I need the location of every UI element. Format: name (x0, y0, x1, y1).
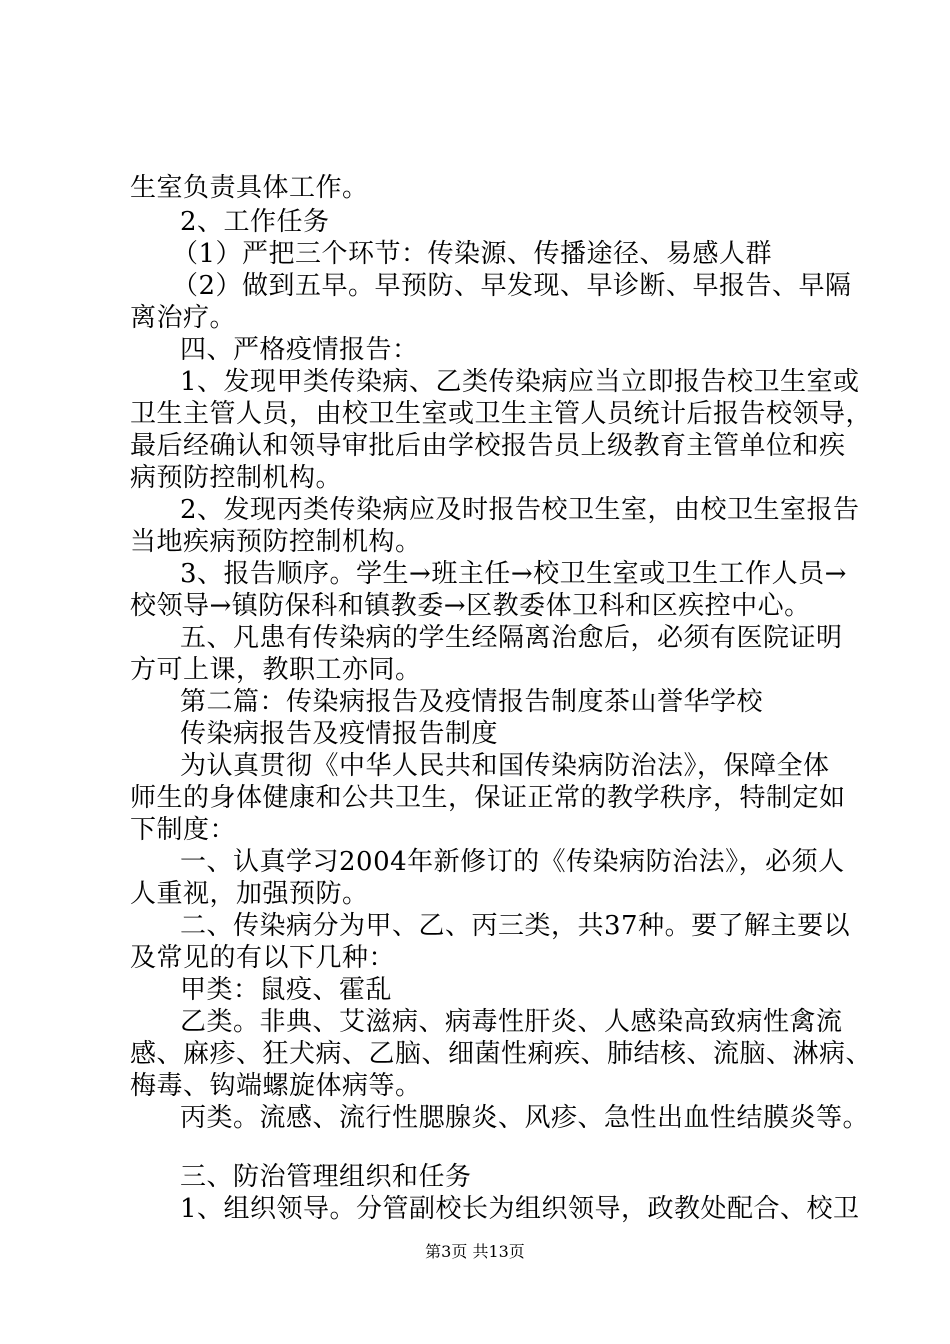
text-line: 1、组织领导。分管副校长为组织领导，政教处配合、校卫 (180, 1194, 860, 1224)
text-line: 梅毒、钩端螺旋体病等。 (130, 1071, 422, 1101)
text-line: 乙类。非典、艾滋病、病毒性肝炎、人感染高致病性禽流 (180, 1007, 843, 1037)
text-line: 当地疾病预防控制机构。 (130, 527, 422, 557)
text-line: 三、防治管理组织和任务 (180, 1162, 472, 1192)
text-line: 师生的身体健康和公共卫生，保证正常的教学秩序，特制定如 (130, 783, 846, 813)
text-line: 1、发现甲类传染病、乙类传染病应当立即报告校卫生室或 (180, 367, 860, 397)
text-line: 五、凡患有传染病的学生经隔离治愈后，必须有医院证明 (180, 623, 843, 653)
text-line: 卫生主管人员，由校卫生室或卫生主管人员统计后报告校领导， (130, 399, 873, 429)
text-line: 及常见的有以下几种： (130, 943, 396, 973)
text-line: 生室负责具体工作。 (130, 173, 369, 203)
text-line: 下制度： (130, 815, 237, 845)
text-line: （1）严把三个环节：传染源、传播途径、易感人群 (172, 239, 773, 269)
text-line: 病预防控制机构。 (130, 463, 343, 493)
text-line: 方可上课，教职工亦同。 (130, 655, 422, 685)
text-line: 丙类。流感、流行性腮腺炎、风疹、急性出血性结膜炎等。 (180, 1103, 870, 1133)
text-line: 2、工作任务 (180, 207, 330, 237)
text-line: 甲类：鼠疫、霍乱 (180, 975, 393, 1005)
text-line: 感、麻疹、狂犬病、乙脑、细菌性痢疾、肺结核、流脑、淋病、 (130, 1039, 873, 1069)
text-line: 二、传染病分为甲、乙、丙三类，共37种。要了解主要以 (180, 911, 851, 941)
section-heading: 第二篇：传染病报告及疫情报告制度茶山誉华学校 (180, 687, 764, 717)
text-line: 3、报告顺序。学生→班主任→校卫生室或卫生工作人员→ (180, 559, 847, 589)
text-line: 最后经确认和领导审批后由学校报告员上级教育主管单位和疾 (130, 431, 846, 461)
text-line: 人重视，加强预防。 (130, 879, 369, 909)
text-line: 离治疗。 (130, 303, 237, 333)
page-number-footer: 第3页 共13页 (425, 1242, 525, 1261)
text-line: （2）做到五早。早预防、早发现、早诊断、早报告、早隔 (172, 271, 852, 301)
text-line: 四、严格疫情报告： (180, 335, 419, 365)
text-line: 校领导→镇防保科和镇教委→区教委体卫科和区疾控中心。 (130, 591, 811, 621)
text-line: 一、认真学习2004年新修订的《传染病防治法》，必须人 (180, 847, 845, 877)
text-line: 2、发现丙类传染病应及时报告校卫生室，由校卫生室报告 (180, 495, 860, 525)
document-title: 传染病报告及疫情报告制度 (180, 719, 499, 749)
text-line: 为认真贯彻《中华人民共和国传染病防治法》，保障全体 (180, 751, 830, 781)
